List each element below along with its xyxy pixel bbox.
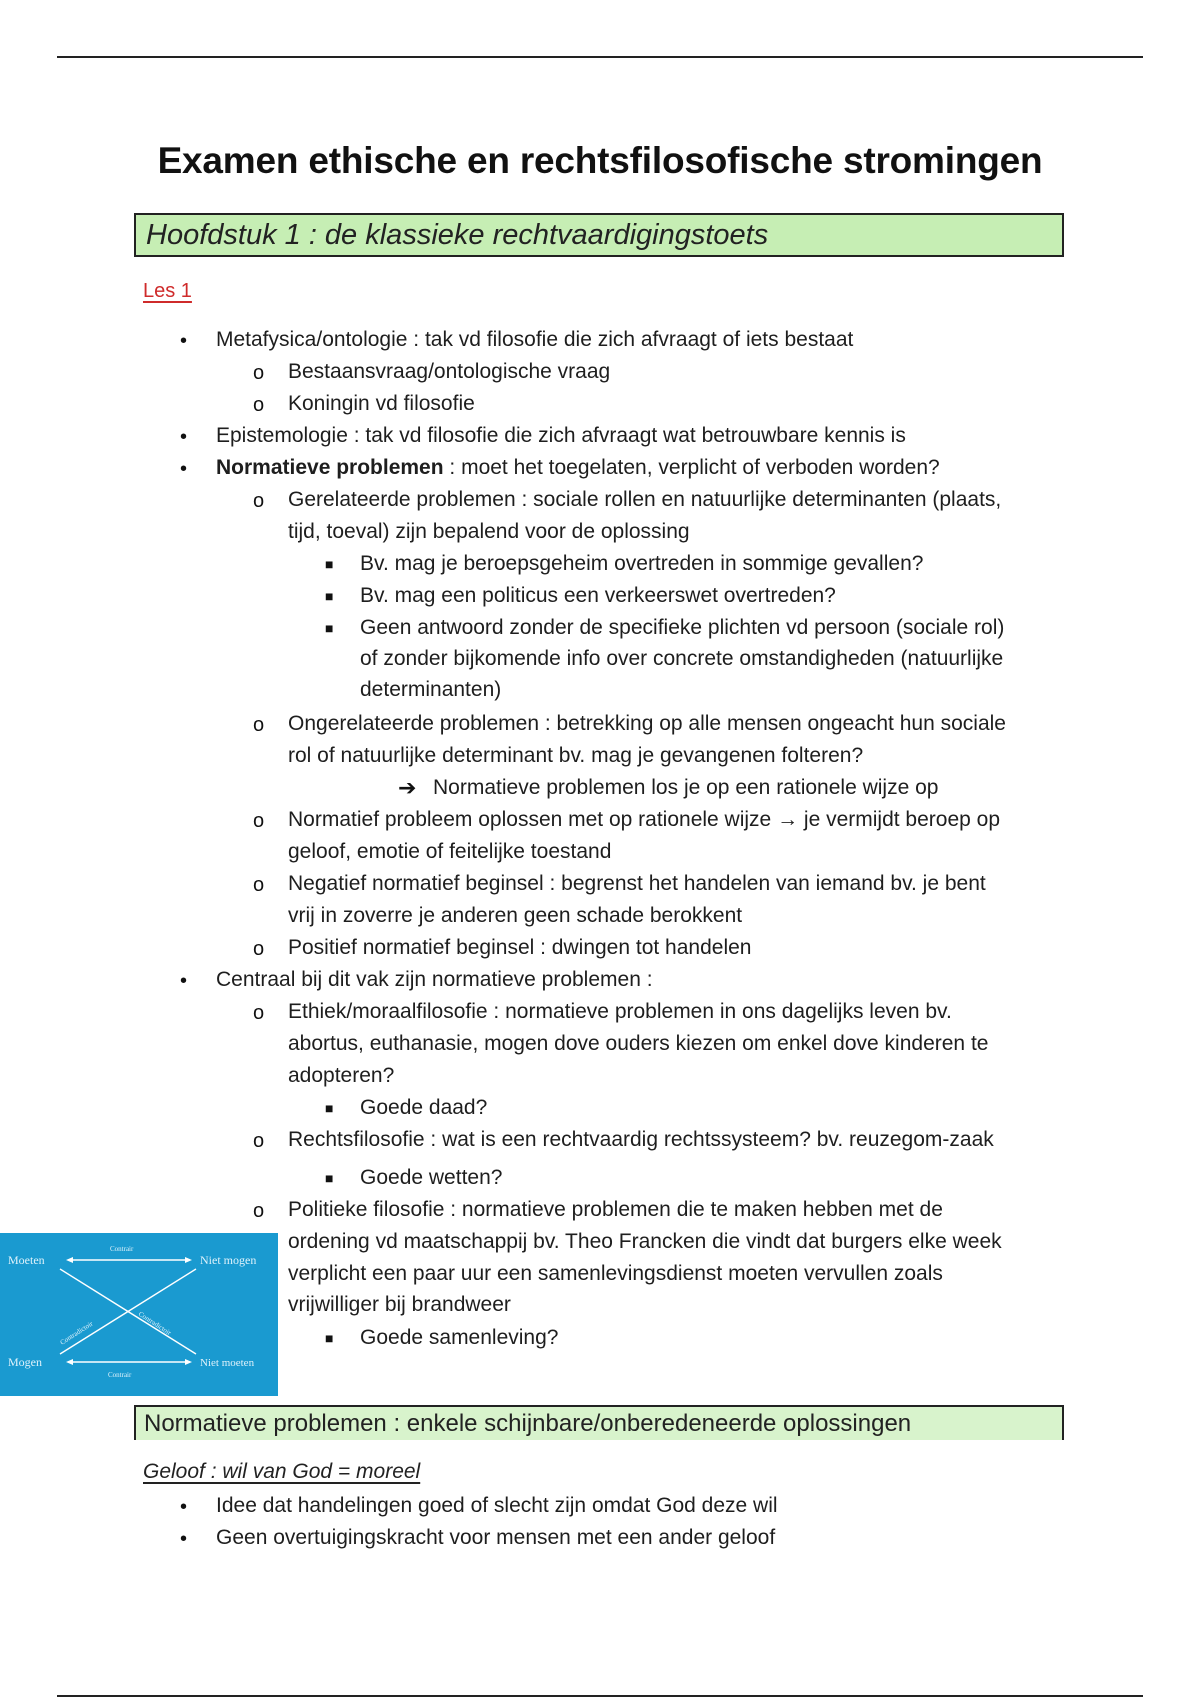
bottom-rule	[57, 1695, 1143, 1697]
list-item: Normatieve problemen los je op een rationele wijze op	[433, 776, 939, 799]
arrow-icon: ➔	[398, 775, 417, 800]
bullet: •	[180, 970, 188, 992]
bullet: •	[180, 1528, 188, 1550]
bullet: o	[253, 1130, 265, 1152]
list-item-continuation: verplicht een paar uur een samenlevingsdienst moeten vervullen zoals	[288, 1262, 943, 1285]
top-rule	[57, 56, 1143, 58]
bullet: o	[253, 394, 265, 416]
list-item: Bv. mag je beroepsgeheim overtreden in sommige gevallen?	[360, 552, 924, 575]
list-item: Metafysica/ontologie : tak vd filosofie die zich afvraagt of iets bestaat	[216, 328, 854, 351]
square-of-opposition-diagram	[0, 1233, 278, 1396]
bullet: ■	[325, 1330, 334, 1346]
bullet: o	[253, 938, 265, 960]
bullet: o	[253, 874, 265, 896]
list-item: Koningin vd filosofie	[288, 392, 475, 415]
list-item: Gerelateerde problemen : sociale rollen en natuurlijke determinanten (plaats,	[288, 488, 1002, 511]
page-title: Examen ethische en rechtsfilosofische stromingen	[157, 140, 1043, 181]
bullet: o	[253, 362, 265, 384]
diagram-label-niet-mogen: Niet mogen	[200, 1253, 257, 1267]
bullet: o	[253, 714, 265, 736]
list-item: Bv. mag een politicus een verkeerswet overtreden?	[360, 584, 836, 607]
list-item: Rechtsfilosofie : wat is een rechtvaardig rechtssysteem? bv. reuzegom-zaak	[288, 1128, 994, 1151]
diagram-label-mogen: Mogen	[8, 1355, 42, 1369]
list-item-continuation: adopteren?	[288, 1064, 395, 1087]
bullet: o	[253, 1200, 265, 1222]
bullet: •	[180, 426, 188, 448]
list-item-continuation: tijd, toeval) zijn bepalend voor de oplossing	[288, 520, 690, 543]
bullet: ■	[325, 1100, 334, 1116]
bullet: •	[180, 330, 188, 352]
list-item-continuation: vrijwilliger bij brandweer	[288, 1293, 511, 1316]
bullet: ■	[325, 620, 334, 636]
diagram-label-niet-moeten: Niet moeten	[200, 1357, 255, 1369]
list-item: Normatief probleem oplossen met op rationele wijze → je vermijdt beroep op	[288, 808, 1001, 831]
list-item: Geen antwoord zonder de specifieke plichten vd persoon (sociale rol)	[360, 616, 1005, 639]
list-item-continuation: vrij in zoverre je anderen geen schade berokkent	[288, 904, 743, 927]
list-item: Epistemologie : tak vd filosofie die zich afvraagt wat betrouwbare kennis is	[216, 424, 906, 447]
bullet: ■	[325, 588, 334, 604]
list-item: Bestaansvraag/ontologische vraag	[288, 360, 611, 383]
list-item: Politieke filosofie : normatieve problemen die te maken hebben met de	[288, 1198, 943, 1221]
lesson-label: Les 1	[143, 280, 192, 302]
list-item-continuation: ordening vd maatschappij bv. Theo Francken die vindt dat burgers elke week	[288, 1230, 1002, 1253]
diagram-diagonal-right: Contradictoir	[136, 1309, 173, 1338]
subsection-heading: Geloof : wil van God = moreel	[143, 1460, 421, 1483]
bullet: ■	[325, 556, 334, 572]
list-item: Ongerelateerde problemen : betrekking op alle mensen ongeacht hun sociale	[288, 712, 1006, 735]
list-item: Geen overtuigingskracht voor mensen met een ander geloof	[216, 1526, 776, 1549]
list-item-continuation: of zonder bijkomende info over concrete omstandigheden (natuurlijke	[360, 647, 1004, 670]
list-item-continuation: geloof, emotie of feitelijke toestand	[288, 840, 612, 863]
bullet: •	[180, 1496, 188, 1518]
list-item	[216, 452, 940, 484]
list-item: Goede wetten?	[360, 1166, 503, 1189]
bold-term: Normatieve problemen	[216, 456, 444, 479]
list-item-continuation: rol of natuurlijke determinant bv. mag je gevangenen folteren?	[288, 744, 864, 767]
bullet: o	[253, 1002, 265, 1024]
diagram-edge-top: Contrair	[110, 1245, 134, 1253]
list-item-text: : moet het toegelaten, verplicht of verboden worden?	[443, 456, 940, 479]
bullet: o	[253, 810, 265, 832]
bullet: o	[253, 490, 265, 512]
list-item: Centraal bij dit vak zijn normatieve problemen :	[216, 968, 653, 991]
diagram-label-moeten: Moeten	[8, 1253, 45, 1267]
chapter-heading: Hoofdstuk 1 : de klassieke rechtvaardigingstoets	[134, 213, 1064, 257]
section-heading: Normatieve problemen : enkele schijnbare/onberedeneerde oplossingen	[134, 1405, 1064, 1440]
list-item: Negatief normatief beginsel : begrenst het handelen van iemand bv. je bent	[288, 872, 986, 895]
list-item: Idee dat handelingen goed of slecht zijn omdat God deze wil	[216, 1494, 778, 1517]
list-item: Ethiek/moraalfilosofie : normatieve problemen in ons dagelijks leven bv.	[288, 1000, 952, 1023]
list-item-continuation: determinanten)	[360, 678, 502, 701]
list-item: Positief normatief beginsel : dwingen tot handelen	[288, 936, 752, 959]
bullet: •	[180, 458, 188, 480]
diagram-diagonal-left: Contradictoir	[58, 1319, 95, 1347]
diagram-edge-bottom: Contrair	[108, 1371, 132, 1379]
list-item: Goede samenleving?	[360, 1326, 559, 1349]
list-item-continuation: abortus, euthanasie, mogen dove ouders kiezen om enkel dove kinderen te	[288, 1032, 989, 1055]
list-item: Goede daad?	[360, 1096, 488, 1119]
bullet: ■	[325, 1170, 334, 1186]
